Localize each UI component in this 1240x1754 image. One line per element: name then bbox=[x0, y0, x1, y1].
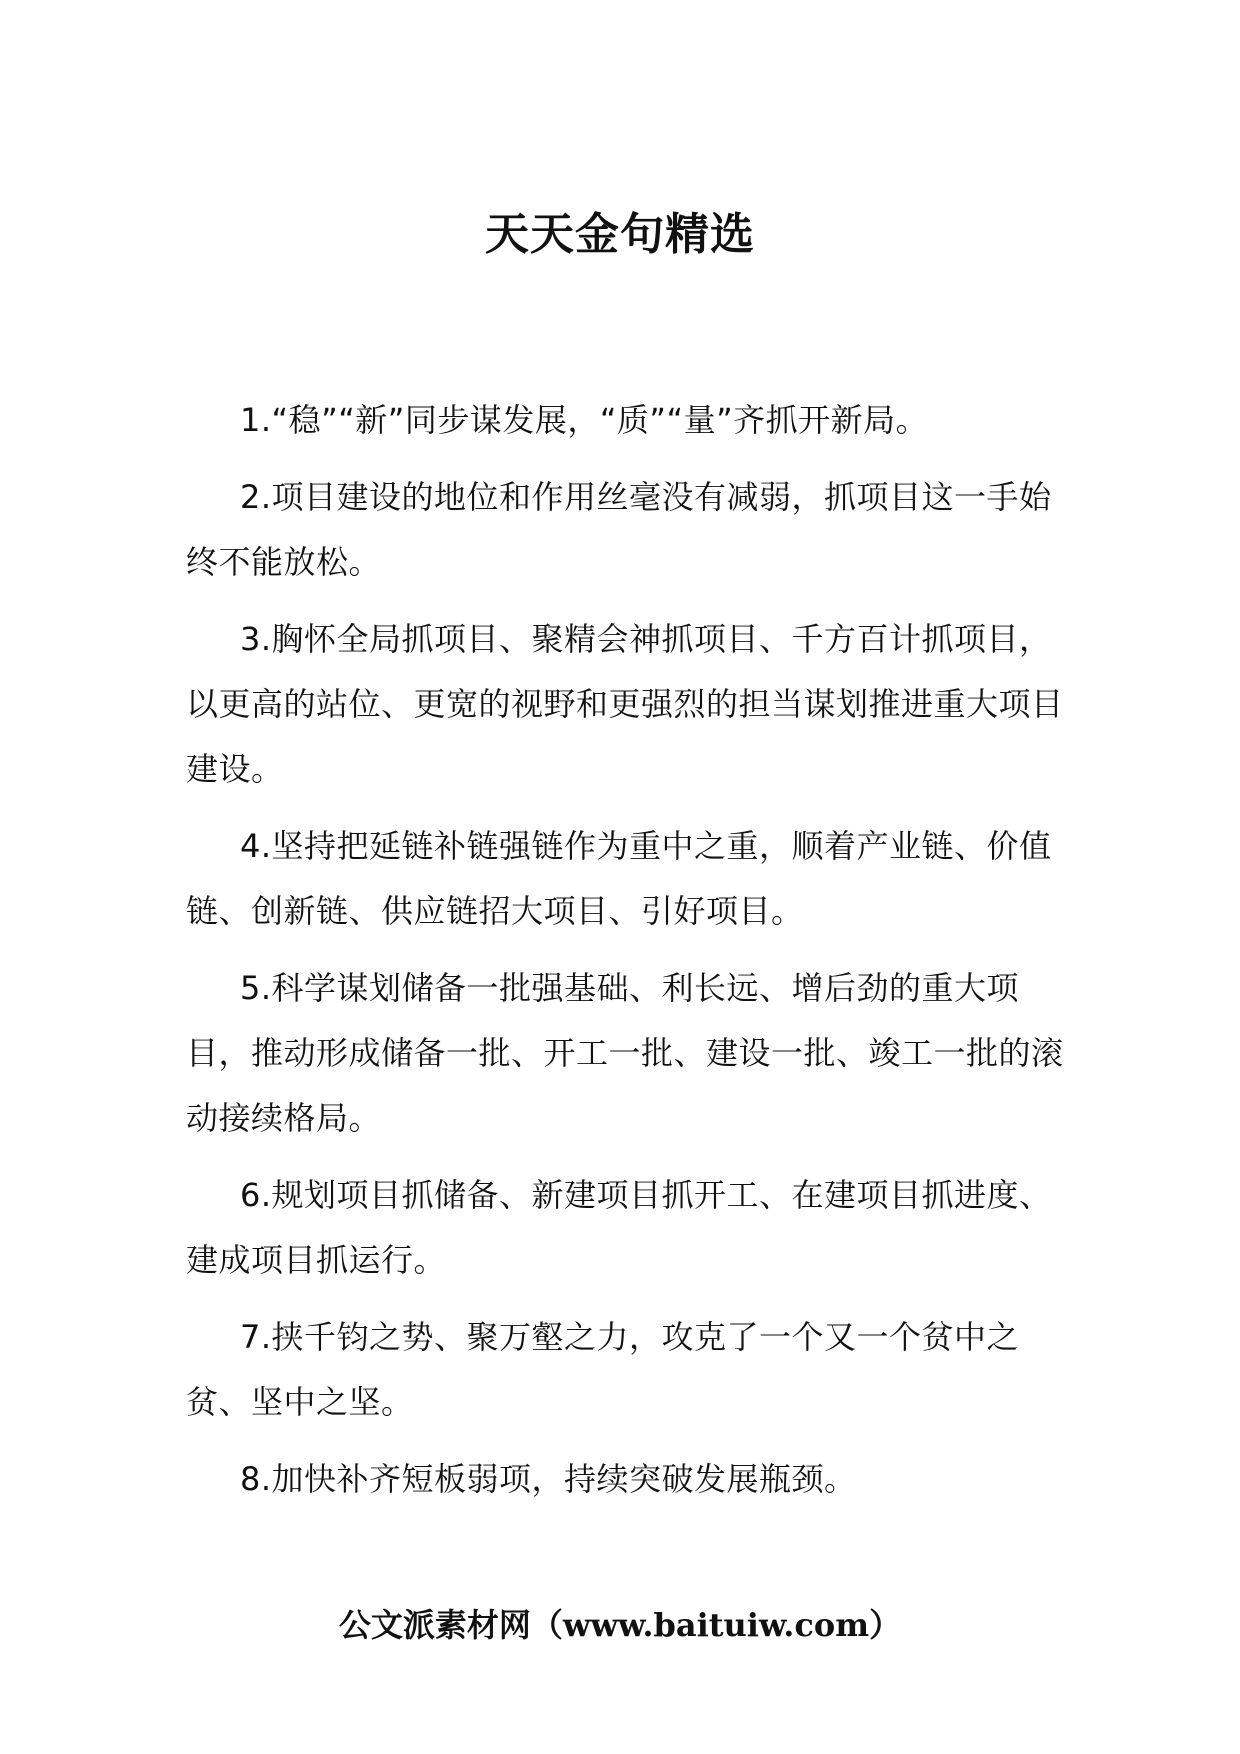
paragraph-5: 5.科学谋划储备一批强基础、利长远、增后劲的重大项目，推动形成储备一批、开工一批、建设一批、竣工一批的滚动接续格局。 bbox=[186, 969, 1064, 1137]
document-body bbox=[186, 388, 1076, 1524]
paragraph-6: 6.规划项目抓储备、新建项目抓开工、在建项目抓进度、建成项目抓运行。 bbox=[186, 1176, 1052, 1279]
paragraph-4: 4.坚持把延链补链强链作为重中之重，顺着产业链、价值链、创新链、供应链招大项目、引好项目。 bbox=[186, 827, 1052, 930]
footer-source: 公文派素材网（www.baituiw.com） bbox=[338, 1606, 902, 1644]
paragraph-8: 8.加快补齐短板弱项，持续突破发展瓶颈。 bbox=[240, 1460, 857, 1498]
paragraph-1: 1.“稳”“新”同步谋发展，“质”“量”齐抓开新局。 bbox=[240, 401, 929, 439]
paragraph-2: 2.项目建设的地位和作用丝毫没有减弱，抓项目这一手始终不能放松。 bbox=[186, 478, 1052, 581]
paragraph-3: 3.胸怀全局抓项目、聚精会神抓项目、千方百计抓项目，以更高的站位、更宽的视野和更强烈的担当谋划推进重大项目建设。 bbox=[186, 620, 1064, 788]
document-title: 天天金句精选 bbox=[485, 209, 755, 260]
paragraph-7: 7.挟千钧之势、聚万壑之力，攻克了一个又一个贫中之贫、坚中之坚。 bbox=[186, 1318, 1020, 1421]
